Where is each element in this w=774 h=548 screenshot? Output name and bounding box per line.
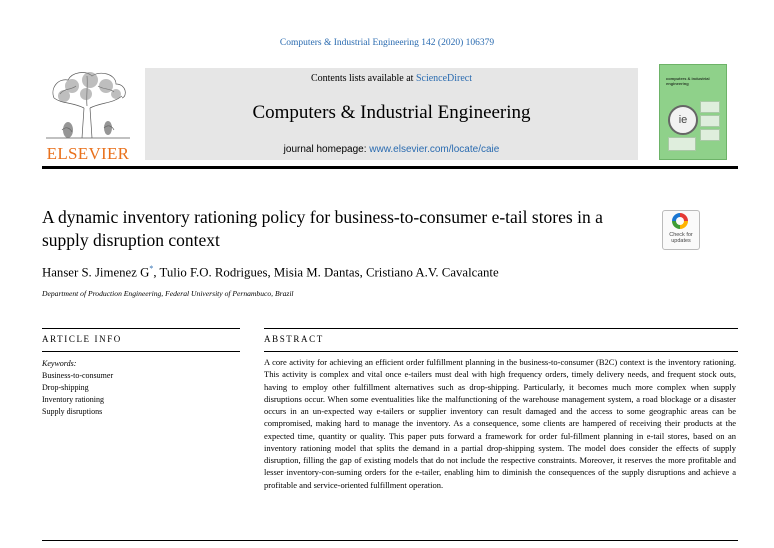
keywords-label: Keywords: bbox=[42, 359, 77, 368]
elsevier-logo[interactable] bbox=[42, 68, 134, 163]
abstract-heading: ABSTRACT bbox=[264, 334, 324, 344]
author-affiliation: Department of Production Engineering, Federal University of Pernambuco, Brazil bbox=[42, 289, 294, 298]
cover-panel bbox=[700, 115, 720, 127]
keyword-item: Drop-shipping bbox=[42, 383, 89, 392]
cover-title: computers & industrial engineering bbox=[666, 76, 710, 86]
header-divider bbox=[42, 166, 738, 169]
article-info-rule-mid bbox=[42, 351, 240, 352]
keyword-item: Supply disruptions bbox=[42, 407, 103, 416]
journal-banner bbox=[145, 68, 638, 160]
author-rest[interactable]: , Tulio F.O. Rodrigues, Misia M. Dantas, Cristiano A.V. Cavalcante bbox=[153, 265, 499, 280]
corresponding-author-mark[interactable]: * bbox=[149, 264, 154, 273]
journal-title: Computers & Industrial Engineering bbox=[252, 102, 531, 123]
article-info-heading: ARTICLE INFO bbox=[42, 334, 122, 344]
article-title: A dynamic inventory rationing policy for business-to-consumer e-tail stores in a supply disruption context bbox=[42, 207, 603, 250]
abstract-rule-top bbox=[264, 328, 738, 329]
crossmark-icon bbox=[672, 213, 688, 229]
journal-citation[interactable]: Computers & Industrial Engineering 142 (2020) 106379 bbox=[279, 38, 495, 48]
check-for-updates-label: Check for updates bbox=[669, 232, 693, 244]
elsevier-wordmark: ELSEVIER bbox=[46, 144, 130, 163]
journal-cover-thumbnail[interactable] bbox=[659, 64, 727, 160]
abstract-rule-bottom bbox=[42, 540, 738, 541]
author-lead[interactable]: Hanser S. Jimenez G bbox=[42, 265, 150, 280]
homepage-prefix: journal homepage: bbox=[283, 144, 370, 155]
contents-prefix: Contents lists available at bbox=[310, 73, 416, 84]
article-info-rule-top bbox=[42, 328, 240, 329]
cover-panel bbox=[700, 129, 720, 141]
sciencedirect-link[interactable]: ScienceDirect bbox=[415, 73, 473, 84]
contents-line bbox=[145, 73, 638, 84]
keyword-item: Business-to-consumer bbox=[42, 371, 114, 380]
cover-panel bbox=[700, 101, 720, 113]
abstract-rule-mid bbox=[264, 351, 738, 352]
cover-panel bbox=[668, 137, 696, 151]
homepage-line bbox=[145, 144, 638, 155]
tree-engraving-icon bbox=[42, 68, 134, 142]
cover-ie-logo-icon: ie bbox=[668, 105, 698, 135]
keyword-item: Inventory rationing bbox=[42, 395, 104, 404]
journal-homepage-link[interactable]: www.elsevier.com/locate/caie bbox=[369, 144, 500, 155]
check-for-updates-button[interactable] bbox=[662, 210, 700, 250]
abstract-body: A core activity for achieving an efficient order fulfillment planning in the business-to-consumer (B2C) context is the inventory rationing. This activity is complex and vital once e-tailers must deal with high frequency orders, timely delivery needs, and frequent stock outs, having to employ other fulfillment alternatives such as drop-shipping. Particularly, it becomes much more complex when supply disruptions occur. When some eventualities like the malfunctioning of the warehouse management system, a road blockage or a disaster occurs in an un-expected way e-tailers or supplier inventory can result damaged and the access to some geographic areas can be compromised, making hard to manage the inventory. As a consequence, some clients are hampered of receiving their products at the expected time, quantity or quality. This paper puts forward a framework for order ful-fillment planning in e-tail stores, based on an inventory rationing model that splits the demand in a partial drop-shipping system. The model does consider the effects of supply disruption, filling the gap of existing models that do not include the respective constraints. Moreover, it reserves the more profitable and lesser inventory-con-suming orders for the e-tailer, enabling him to diminish the consequences of the supply disruptions and achieve a profitable and service-oriented fulfillment operation. bbox=[264, 357, 736, 490]
author-list bbox=[42, 264, 722, 280]
